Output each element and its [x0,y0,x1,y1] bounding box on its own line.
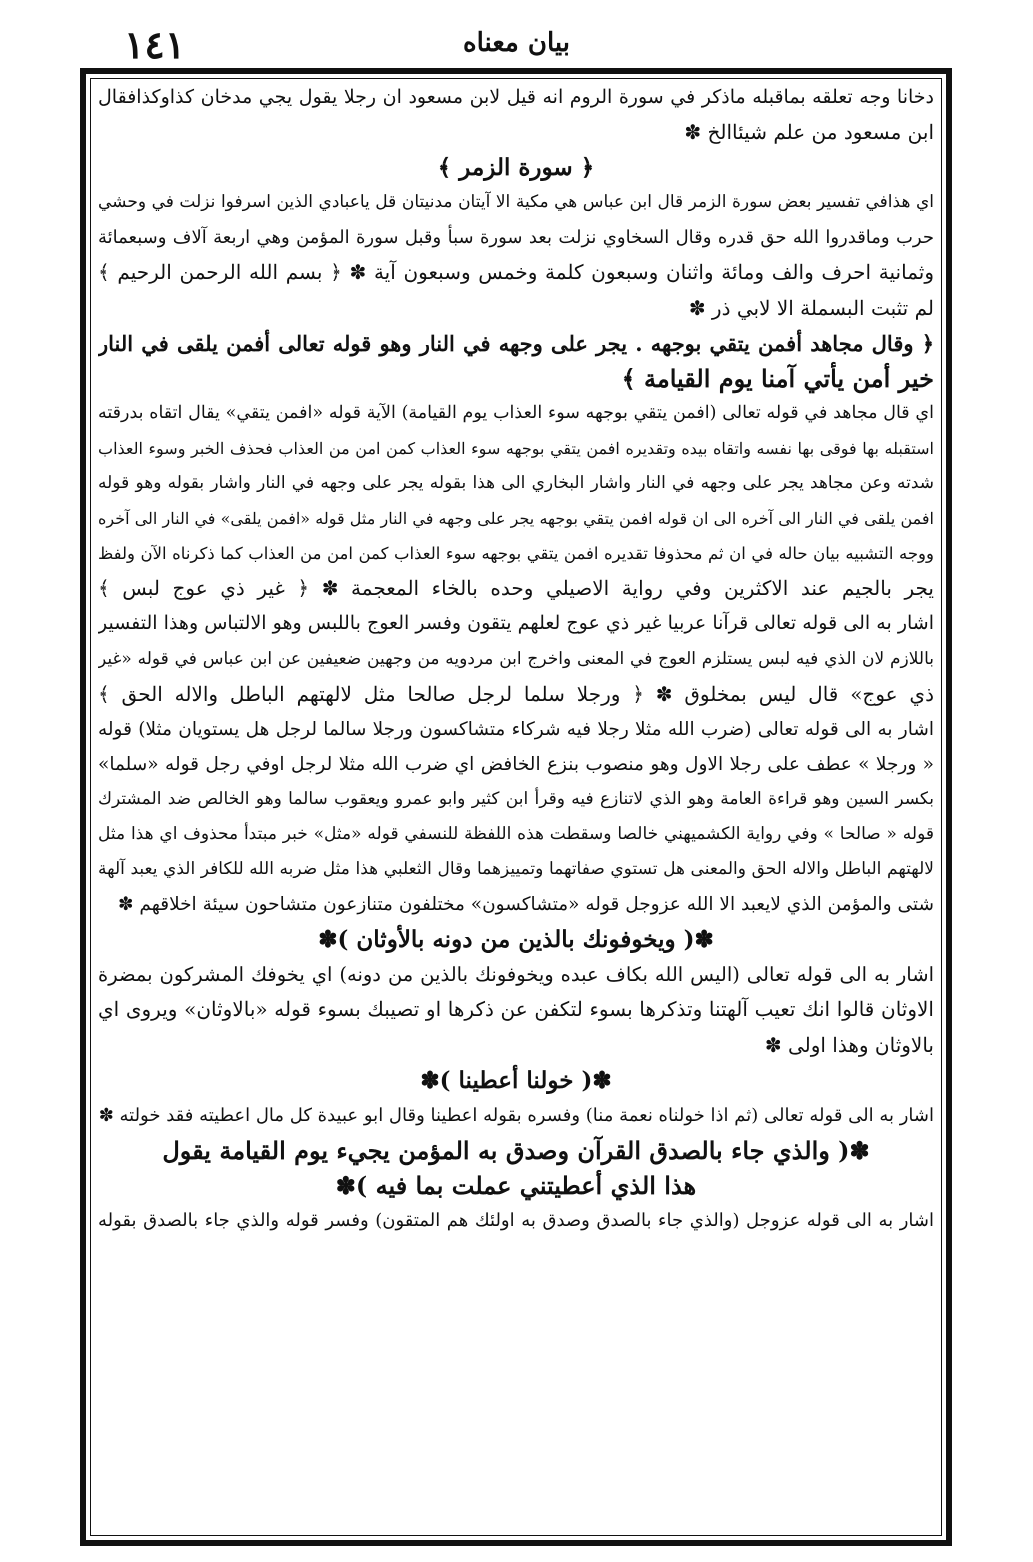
section-heading: ✽( ويخوفونك بالذين من دونه بالأوثان )✽ [318,926,714,954]
text-line: « ورجلا » عطف على رجلا الاول وهو منصوب بنزع الخافض اي ضرب الله مثلا لرجل اوفي رجل قوله «سلما» [98,753,934,775]
text-line: اي قال مجاهد في قوله تعالى (افمن يتقي بوجهه سوء العذاب يوم القيامة) الآية قوله «افمن يتقي» يقال اتقاه بدرقته [98,402,934,423]
text-line: ذي عوج» قال ليس بمخلوق ✽ ﴿ ورجلا سلما لرجل صالحا مثل لالهتهم الباطل والاله الحق ﴾ [98,681,934,706]
text-line: باللازم لان الذي فيه لبس يستلزم العوج في المعنى واخرج ابن مردويه من وجهين ضعيفين عن ابن عباس في قوله «غير [98,648,934,669]
text-line: اشار به الى قوله تعالى (اليس الله بكاف عبده ويخوفونك بالذين من دونه) اي يخوفك المشركون بمضرة [98,963,934,987]
text-line: وثمانية احرف والف ومائة واثنان وسبعون كلمة وخمس وسبعون آية ✽ ﴿ بسم الله الرحمن الرحيم ﴾ [98,260,934,285]
text-line: بالاوثان وهذا اولى ✽ [764,1032,934,1057]
text-line: افمن يلقى في النار الى آخره الى ان قوله افمن يتقي بوجهه يجر على وجهه في النار مثل قوله «افمن يلقى» في النار الى آخره [98,509,934,529]
text-line: ابن مسعود من علم شيئاالخ ✽ [684,120,934,145]
text-line: شدته وعن مجاهد يجر على وجهه في النار واشار البخاري الى هذا بقوله يجر على وجهه في النار واشار بقوله وهو قوله [98,473,934,494]
text-line: اشار به الى قوله تعالى (ثم اذا خولناه نعمة منا) وفسره بقوله اعطينا وقال ابو عبيدة كل مال اعطيته فقد خولته ✽ [98,1104,934,1126]
text-line: اي هذافي تفسير بعض سورة الزمر قال ابن عباس هي مكية الا آيتان مدنيتان قل ياعبادي الذين اسرفوا نزلت في وحشي [98,192,934,213]
text-line: اشار به الى قوله تعالى (ضرب الله مثلا رجلا فيه شركاء متشاكسون ورجلا سالما لرجل هل يستويان مثلا) قوله [98,718,934,740]
quran-verse-line: ﴿ وقال مجاهد أفمن يتقي بوجهه . يجر على وجهه في النار وهو قوله تعالى أفمن يلقى في النار [98,330,934,356]
running-title: بيان معناه [462,28,570,58]
text-line: استقبله بها فوقى بها نفسه واتقاه بيده وتقديره افمن يتقي بوجهه سوء العذاب كمن امن من العذاب فحذف الخبر وسوء العذاب [98,438,934,458]
quran-verse-line: هذا الذي أعطيتني عملت بما فيه )✽ [335,1170,697,1200]
quran-verse-line: ✽( والذي جاء بالصدق القرآن وصدق به المؤمن يجيء يوم القيامة يقول [162,1135,870,1165]
text-line: الاوثان قالوا انك تعيب آلهتنا وتذكرها بسوء لتكفن عن ذكرها او تصيبك بسوء قوله «بالاوثان» ويروى اي [98,997,934,1022]
text-line: لالهتهم الباطل والاله الحق والمعنى هل تستوي صفاتهما وتمييزهما وقال الثعلبي هذا مثل ضربه الله للكافر الذي يعبد آلهة [98,859,934,880]
text-line: دخانا وجه تعلقه بماقبله ماذكر في سورة الروم انه قيل لابن مسعود ان رجلا يقول يجي مدخان كذاوكذافقال [98,86,934,108]
quran-verse-line: خير أمن يأتي آمنا يوم القيامة ﴾ [621,363,934,393]
text-line: شتى والمؤمن الذي لايعبد الا الله عزوجل قوله «متشاكسون» مختلفون متنازعون متشاحون سيئة اخلاقهم ✽ [118,894,934,916]
section-heading: ﴿ سورة الزمر ﴾ [437,154,595,182]
text-line: لم تثبت البسملة الا لابي ذر ✽ [688,295,934,320]
text-line: يجر بالجيم عند الاكثرين وفي رواية الاصيلي وحده بالخاء المعجمة ✽ ﴿ غير ذي عوج لبس ﴾ [98,576,934,601]
body-text [98,80,934,1532]
text-line: اشار به الى قوله تعالى قرآنا عربيا غير ذي عوج لعلهم يتقون وفسر العوج باللبس وهو الالتباس وهذا التفسير [98,612,934,635]
text-line: بكسر السين وهو قراءة العامة وهو الذي لاتنازع فيه وقرأ ابن كثير وابو عمرو ويعقوب سالما وهو الخالص ضد المشترك [98,788,934,809]
text-line: حرب وماقدروا الله حق قدره وقال السخاوي نزلت بعد سورة سبأ وقبل سورة المؤمن وهي اربعة آلاف وسبعمائة [98,227,934,249]
page-number: ١٤١ [124,22,186,67]
text-line: قوله « صالحا » وفي رواية الكشميهني خالصا وسقطت هذه اللفظة للنسفي قوله «مثل» خبر مبتدأ محذوف اي هذا مثل [98,823,934,844]
text-line: ووجه التشبيه بيان حاله في ان ثم محذوفا تقديره افمن يتقي بوجهه سوء العذاب كمن امن من العذاب كما ذكرناه الآن ولفظ [98,544,934,564]
text-line: اشار به الى قوله عزوجل (والذي جاء بالصدق وصدق به اولئك هم المتقون) وفسر قوله والذي جاء بالصدق بقوله [98,1210,934,1231]
section-heading: ✽( خولنا أعطينا )✽ [420,1066,612,1094]
